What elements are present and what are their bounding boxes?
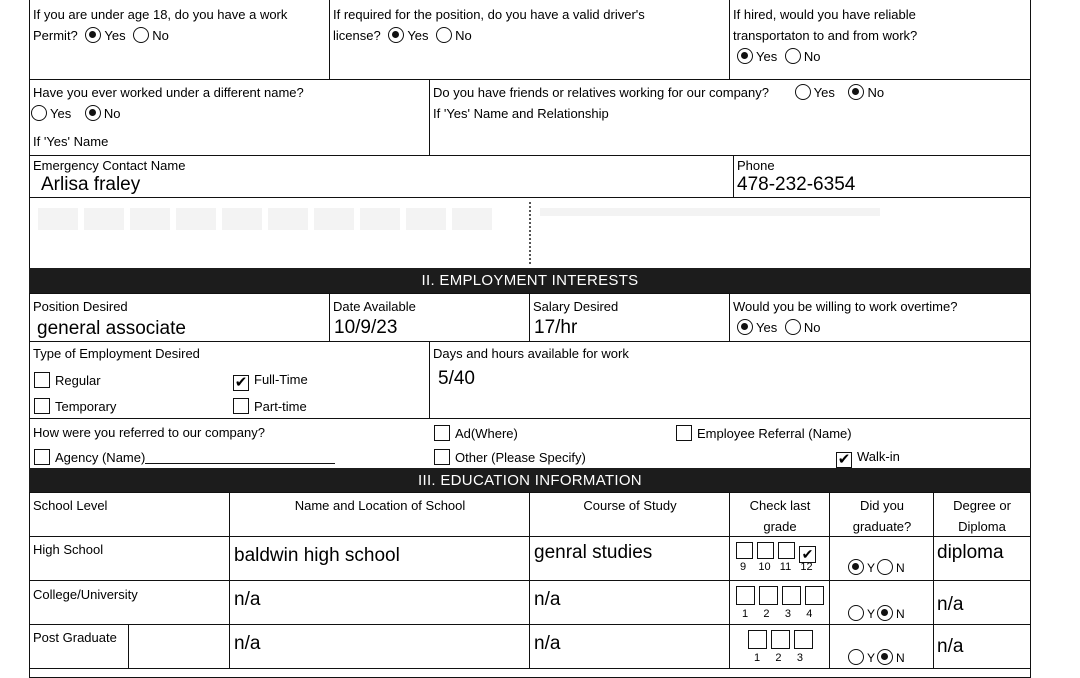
emergency-phone-cell [733,155,1031,199]
position-label: Position Desired [33,299,128,314]
college-level-cell: College/University [29,580,231,626]
col-course: Course of Study [529,492,731,538]
faded-section [29,197,1031,269]
position-cell [29,293,331,343]
relatives-no-label: No [867,85,885,100]
regular-label: Regular [55,373,101,388]
days-hours-value[interactable]: 5/40 [438,368,475,389]
salary-value[interactable]: 17/hr [534,317,578,338]
faded-dotted-divider [529,202,531,264]
postgrad-school-cell [229,624,531,670]
drivers-license-question: If required for the position, do you have a valid driver's [333,7,645,22]
relatives-question: Do you have friends or relatives working for our company? [433,85,769,100]
work-permit-question-cont: Permit? [33,28,78,43]
drivers-license-cell [329,0,731,81]
education-information-header: III. EDUCATION INFORMATION [29,468,1031,493]
temporary-label: Temporary [55,399,117,414]
emergency-name-value[interactable]: Arlisa fraley [41,174,141,195]
col-school-name: Name and Location of School [229,492,531,538]
different-name-no-radio[interactable] [85,105,101,121]
transportation-yes-radio[interactable] [737,48,753,64]
faded-text-right [540,208,880,216]
col-school-level: School Level [29,492,231,538]
college-course-cell [529,580,731,626]
relatives-cell [429,79,1031,157]
work-permit-no-radio[interactable] [133,27,149,43]
ad-checkbox[interactable] [434,425,450,441]
fulltime-checkbox[interactable]: ✔ [234,374,248,391]
parttime-checkbox[interactable] [233,398,249,414]
college-graduate-no-radio[interactable] [877,605,893,621]
transportation-no-radio[interactable] [785,48,801,64]
postgrad-grade-2-box[interactable] [771,630,790,649]
employee-referral-label: Employee Referral (Name) [697,426,852,441]
relatives-yes-radio[interactable] [795,84,811,100]
employment-type-cell [29,341,431,420]
date-available-cell [329,293,531,343]
date-available-label: Date Available [333,299,416,314]
faded-text-left [38,208,498,230]
transportation-cell [729,0,1031,81]
postgrad-grade-1-box[interactable] [748,630,767,649]
overtime-no-radio[interactable] [785,319,801,335]
hs-grade-11-box[interactable] [778,542,795,559]
date-available-value[interactable]: 10/9/23 [334,317,398,338]
college-grade-1-box[interactable] [736,586,755,605]
salary-label: Salary Desired [533,299,619,314]
transportation-question: If hired, would you have reliable [733,7,916,22]
agency-label: Agency (Name) [55,450,146,465]
fulltime-label: Full-Time [254,372,308,387]
postgrad-degree-cell [933,624,1031,670]
hs-grade-10-box[interactable] [757,542,774,559]
employment-interests-header: II. EMPLOYMENT INTERESTS [29,268,1031,294]
college-graduate-yes-radio[interactable] [848,605,864,621]
col-last-grade: Check last grade [729,492,831,538]
employment-type-label: Type of Employment Desired [33,346,200,361]
hs-level-cell: High School [29,536,231,582]
work-permit-question: If you are under age 18, do you have a work [33,7,288,22]
relatives-no-radio[interactable] [848,84,864,100]
drivers-license-yes-radio[interactable] [388,27,404,43]
college-grade-4-box[interactable] [805,586,824,605]
col-graduate: Did you graduate? [829,492,935,538]
hs-graduate-cell: Y N [829,536,935,582]
postgrad-graduate-cell: Y N [829,624,935,670]
salary-cell [529,293,731,343]
work-permit-no-label: No [152,28,169,43]
postgrad-course-cell [529,624,731,670]
postgrad-school-value[interactable]: n/a [234,633,261,654]
next-row-partial [29,668,1031,678]
overtime-no-label: No [803,320,821,335]
application-form [29,0,1031,675]
drivers-license-no-label: No [455,28,472,43]
emergency-phone-label: Phone [737,158,775,173]
relatives-if-yes: If 'Yes' Name and Relationship [433,106,609,121]
hs-grade-9-box[interactable] [736,542,753,559]
overtime-cell [729,293,1031,343]
hs-grade-cell: ✔ 9 10 11 12 [729,536,831,582]
college-graduate-cell: Y N [829,580,935,626]
drivers-license-yes-label: Yes [407,28,429,43]
postgrad-graduate-no-radio[interactable] [877,649,893,665]
other-label: Other (Please Specify) [455,450,586,465]
college-degree-cell [933,580,1031,626]
different-name-no-label: No [103,106,121,121]
hs-grade-12-box[interactable]: ✔ [799,546,816,563]
transportation-yes-label: Yes [756,49,778,64]
walkin-label: Walk-in [857,449,900,464]
ad-label: Ad(Where) [455,426,518,441]
college-grade-cell: 1 2 3 4 [729,580,831,626]
work-permit-cell [29,0,331,81]
different-name-question: Have you ever worked under a different name? [33,85,304,100]
relatives-yes-label: Yes [813,85,835,100]
emergency-phone-value[interactable]: 478-232-6354 [737,174,856,195]
postgrad-grade-3-box[interactable] [794,630,813,649]
postgrad-course-value[interactable]: n/a [534,633,561,654]
college-course-value[interactable]: n/a [534,589,561,610]
days-hours-cell [429,341,1031,420]
overtime-yes-label: Yes [756,320,778,335]
position-value[interactable]: general associate [37,318,186,339]
hs-school-cell [229,536,531,582]
college-grade-2-box[interactable] [759,586,778,605]
drivers-license-no-radio[interactable] [436,27,452,43]
hs-graduate-yes-radio[interactable] [848,559,864,575]
referral-question: How were you referred to our company? [33,425,265,440]
referral-cell [29,418,1031,470]
postgrad-level-cell: Post Graduate [29,624,231,670]
hs-course-value[interactable]: genral studies [534,542,653,563]
walkin-checkbox[interactable]: ✔ [837,451,851,468]
temporary-checkbox[interactable] [34,398,50,414]
postgrad-degree-value[interactable]: n/a [937,636,964,657]
hs-school-value[interactable]: baldwin high school [234,545,400,566]
different-name-yes-radio[interactable] [31,105,47,121]
other-checkbox[interactable] [434,449,450,465]
days-hours-label: Days and hours available for work [433,346,629,361]
work-permit-yes-label: Yes [104,28,126,43]
overtime-yes-radio[interactable] [737,319,753,335]
hs-degree-value[interactable]: diploma [937,542,1004,563]
emergency-name-label: Emergency Contact Name [33,158,186,173]
college-degree-value[interactable]: n/a [937,594,964,615]
drivers-license-question-cont: license? [333,28,381,43]
hs-graduate-no-radio[interactable] [877,559,893,575]
overtime-question: Would you be willing to work overtime? [733,299,958,314]
hs-course-cell [529,536,731,582]
work-permit-yes-radio[interactable] [85,27,101,43]
different-name-cell [29,79,431,157]
regular-checkbox[interactable] [34,372,50,388]
hs-degree-cell [933,536,1031,582]
college-school-value[interactable]: n/a [234,589,261,610]
employee-referral-checkbox[interactable] [676,425,692,441]
parttime-label: Part-time [254,399,307,414]
transportation-question-cont: transportaton to and from work? [733,28,918,43]
college-school-cell [229,580,531,626]
agency-checkbox[interactable] [34,449,50,465]
college-grade-3-box[interactable] [782,586,801,605]
different-name-if-yes: If 'Yes' Name [33,134,109,149]
emergency-name-cell [29,155,735,199]
different-name-yes-label: Yes [50,106,72,121]
transportation-no-label: No [803,49,821,64]
postgrad-graduate-yes-radio[interactable] [848,649,864,665]
agency-underline[interactable] [145,463,335,464]
postgrad-grade-cell: 1 2 3 [729,624,831,670]
col-degree: Degree or Diploma [933,492,1031,538]
